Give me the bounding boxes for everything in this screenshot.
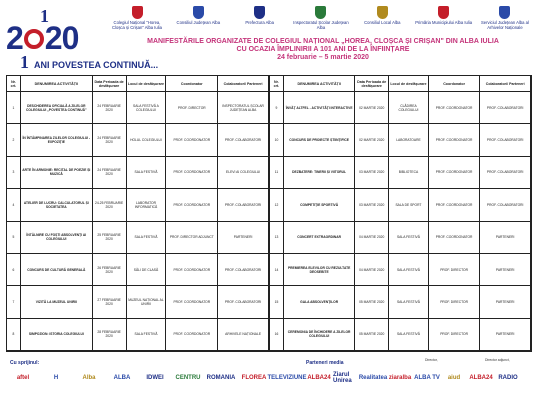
cell-partners: PROF. COLABORATORI — [218, 286, 269, 317]
cell-coordinator: PROF. COORDONATOR — [429, 124, 481, 155]
institution-name: Consiliul Local Alba — [364, 20, 401, 25]
cell-date: 24 FEBRUARIE 2020 — [93, 124, 127, 155]
cell-partners: PARTENERI — [480, 319, 531, 350]
events-table — [6, 75, 532, 352]
supporters-label: Cu sprijinul: — [10, 360, 40, 366]
cell-partners: ARHIVELE NAȚIONALE — [218, 319, 269, 350]
supporter-logo: Alba — [82, 375, 96, 381]
cell-date: 24-25 FEBRUARIE 2020 — [93, 189, 127, 220]
cell-nr: 14 — [270, 254, 284, 285]
cell-activity: SIMPOZION: ISTORIA COLEGIULUI — [21, 319, 93, 350]
cell-activity: CONCURS DE CULTURĂ GENERALĂ — [21, 254, 93, 285]
table-row — [7, 189, 269, 221]
table-body-left — [7, 92, 269, 351]
cell-place: MUZEUL NAȚIONAL AL UNIRII — [127, 286, 167, 317]
cell-nr: 10 — [270, 124, 284, 155]
institution-name: Colegiul Național "Horea, Cloșca și Crișan" Alba Iulia — [112, 20, 162, 30]
cell-partners: PROF. COLABORATORI — [218, 254, 269, 285]
cell-partners: PROF. COLABORATORI — [218, 124, 269, 155]
header-partners: Colaboratori/ Parteneri — [218, 76, 269, 91]
cell-activity: ÎNTÂLNIRE CU FOȘTI ABSOLVENȚI AI COLEGIULUI — [21, 222, 93, 253]
institution-4 — [353, 6, 411, 30]
cell-date: 04 MARTIE 2020 — [355, 222, 389, 253]
table-row — [7, 319, 269, 351]
cell-activity: PREMIEREA ELEVILOR CU REZULTATE DEOSEBITE — [284, 254, 355, 285]
cell-coordinator: PROF. DIRECTOR — [429, 254, 481, 285]
cell-date: 04 MARTIE 2020 — [355, 254, 389, 285]
cell-date: 02 MARTIE 2020 — [355, 124, 389, 155]
cell-date: 05 MARTIE 2020 — [355, 286, 389, 317]
cell-coordinator: PROF. COORDONATOR — [166, 157, 218, 188]
institution-name: Primăria Municipiului Alba Iulia — [415, 20, 473, 25]
table-row — [270, 222, 531, 254]
cell-activity: COMPETIȚIE SPORTIVĂ — [284, 189, 355, 220]
title-line-3: 24 februarie – 5 martie 2020 — [277, 54, 369, 61]
cell-partners: PROF. COLABORATORI — [480, 124, 531, 155]
supporter-logo: TELEVIZIUNE — [267, 375, 307, 381]
supporter-logo: FLOREA — [241, 375, 267, 381]
institution-0 — [108, 6, 166, 30]
cell-partners: PROF. COLABORATORI — [218, 189, 269, 220]
header-activity: DENUMIREA ACTIVITĂȚII — [284, 76, 355, 91]
cell-date: 24 FEBRUARIE 2020 — [93, 157, 127, 188]
cell-partners: INSPECTORATUL ȘCOLAR JUDEȚEAN ALBA — [218, 92, 269, 123]
crest-icon — [499, 6, 510, 19]
supporter-logo: ALBA — [113, 375, 131, 381]
cell-coordinator: PROF. COORDONATOR — [429, 189, 481, 220]
cell-activity: ATELIER DE LUCRU: CALCULATORUL ȘI SOCIETATEA — [21, 189, 93, 220]
cell-coordinator: PROF. DIRECTOR — [166, 92, 218, 123]
cell-coordinator: PROF. COORDONATOR — [429, 157, 481, 188]
crest-icon — [377, 6, 388, 19]
signature-right: Director adjunct, — [485, 358, 510, 362]
cell-place: LABORATOR INFORMATICĂ — [127, 189, 167, 220]
cell-date: 24 FEBRUARIE 2020 — [93, 92, 127, 123]
institution-name: Serviciul Județean Alba al Arhivelor Naționale — [480, 20, 529, 30]
signature-left: Director, — [425, 358, 438, 362]
table-row — [7, 157, 269, 189]
logo-tagline: ANI POVESTEA CONTINUĂ... — [34, 60, 159, 70]
cell-nr: 1 — [7, 92, 21, 123]
crest-icon — [193, 6, 204, 19]
cell-place: BIBLIOTECA — [389, 157, 429, 188]
cell-coordinator: PROF. COORDONATOR — [429, 92, 481, 123]
cell-nr: 11 — [270, 157, 284, 188]
cell-nr: 9 — [270, 92, 284, 123]
logo-ring — [24, 29, 44, 49]
header-place: Locul de desfășurare — [389, 76, 429, 91]
cell-coordinator: PROF. DIRECTOR — [429, 286, 481, 317]
table-right-half — [269, 76, 531, 351]
cell-nr: 7 — [7, 286, 21, 317]
media-partner-logo: aiud — [447, 375, 461, 381]
cell-coordinator: PROF. COORDONATOR — [166, 319, 218, 350]
supporter-logo: ROMANIA — [206, 375, 236, 381]
cell-nr: 12 — [270, 189, 284, 220]
header-date: Data Perioada de desfășurare — [93, 76, 127, 91]
cell-nr: 15 — [270, 286, 284, 317]
media-partner-logo: ALBA24 — [469, 375, 493, 381]
partners-label: Parteneri media — [306, 360, 344, 366]
cell-activity: VIZITĂ LA MUZEUL UNIRII — [21, 286, 93, 317]
header-nr: Nr. crt. — [270, 76, 284, 91]
cell-date: 27 FEBRUARIE 2020 — [93, 286, 127, 317]
cell-place: SALA FESTIVĂ — [389, 222, 429, 253]
cell-coordinator: PROF. DIRECTOR ADJUNCT — [166, 222, 218, 253]
institution-name: Inspectoratul Școlar Județean Alba — [293, 20, 349, 30]
cell-date: 28 FEBRUARIE 2020 — [93, 319, 127, 350]
header-coordinator: Coordonator — [166, 76, 218, 91]
institution-name: Consiliul Județean Alba — [176, 20, 221, 25]
sponsors-footer — [0, 356, 538, 400]
logo-year: 2 20 — [6, 20, 79, 56]
cell-nr: 2 — [7, 124, 21, 155]
cell-nr: 8 — [7, 319, 21, 350]
cell-place: SALA DE SPORT — [389, 189, 429, 220]
cell-place: LABORATOARE — [389, 124, 429, 155]
supporter-logo: CENTRU — [175, 375, 201, 381]
cell-coordinator: PROF. COORDONATOR — [166, 286, 218, 317]
table-row — [270, 189, 531, 221]
cell-date: 02 MARTIE 2020 — [355, 92, 389, 123]
cell-date: 05 MARTIE 2020 — [355, 319, 389, 350]
institution-5 — [415, 6, 473, 30]
cell-coordinator: PROF. COORDONATOR — [166, 124, 218, 155]
table-row — [7, 222, 269, 254]
cell-coordinator: PROF. DIRECTOR — [429, 319, 481, 350]
cell-partners: PROF. COLABORATORI — [480, 157, 531, 188]
media-partner-logo: RADIO — [498, 375, 518, 381]
cell-nr: 5 — [7, 222, 21, 253]
header-nr: Nr. crt. — [7, 76, 21, 91]
table-row — [7, 124, 269, 156]
cell-activity: ÎN ÎNTÂMPINAREA ZILELOR COLEGIULUI - EXPOZIȚIE — [21, 124, 93, 155]
cell-date: 25 FEBRUARIE 2020 — [93, 222, 127, 253]
cell-date: 03 MARTIE 2020 — [355, 189, 389, 220]
table-row — [270, 319, 531, 351]
crest-icon — [132, 6, 143, 19]
table-row — [270, 254, 531, 286]
cell-coordinator: PROF. COORDONATOR — [166, 254, 218, 285]
cell-place: CLĂDIREA COLEGIULUI — [389, 92, 429, 123]
table-row — [270, 92, 531, 124]
crest-icon — [438, 6, 449, 19]
cell-place: SALA FESTIVĂ — [127, 222, 167, 253]
institution-1 — [169, 6, 227, 30]
cell-partners: PARTENERI — [480, 222, 531, 253]
cell-nr: 4 — [7, 189, 21, 220]
cell-coordinator: PROF. COORDONATOR — [166, 189, 218, 220]
table-row — [7, 286, 269, 318]
cell-place: SALA FESTIVĂ — [389, 286, 429, 317]
cell-activity: DESCHIDEREA OFICIALĂ A ZILELOR COLEGIULUI „POVESTEA CONTINUĂ" — [21, 92, 93, 123]
table-body-right — [270, 92, 531, 351]
cell-place: SALA FESTIVĂ — [127, 157, 167, 188]
cell-coordinator: PROF. COORDONATOR — [429, 222, 481, 253]
media-partner-logo: Ziarul Unirea — [333, 372, 352, 384]
supporter-logo: H — [53, 375, 59, 381]
table-row — [7, 254, 269, 286]
logo-top-one: 1 — [40, 6, 49, 26]
cell-partners: PARTENERI — [218, 222, 269, 253]
cell-activity: CONCURS DE PROIECTE ȘTIINȚIFICE — [284, 124, 355, 155]
table-row — [270, 157, 531, 189]
table-left-half — [7, 76, 269, 351]
media-partner-logo: ALBA TV — [414, 375, 440, 381]
media-partner-logo: ALBA24 — [307, 375, 331, 381]
cell-place: SĂLI DE CLASĂ — [127, 254, 167, 285]
title-line-1: MANIFESTĂRILE ORGANIZATE DE COLEGIUL NAȚIONAL „HOREA, CLOȘCA ȘI CRIȘAN" DIN ALBA IULIA — [147, 38, 499, 45]
institution-name: Prefectura Alba — [245, 20, 274, 25]
logo-bottom-one: 1 — [20, 52, 29, 72]
table-row — [270, 124, 531, 156]
cell-partners: ELEVI AI COLEGIULUI — [218, 157, 269, 188]
institutions-row — [108, 6, 534, 30]
cell-activity: ÎNVĂȚ ALTFEL - ACTIVITĂȚI INTERACTIVE — [284, 92, 355, 123]
header-date: Data Perioada de desfășurare — [355, 76, 389, 91]
cell-activity: ARTE ÎN ARMONIE: RECITAL DE POEZIE ȘI MUZICĂ — [21, 157, 93, 188]
cell-nr: 16 — [270, 319, 284, 350]
media-partner-logo: ziaralba — [388, 375, 412, 381]
cell-place: SALA FESTIVĂ — [127, 319, 167, 350]
cell-place: SALA FESTIVĂ — [389, 254, 429, 285]
cell-partners: PROF. COLABORATORI — [480, 92, 531, 123]
cell-place: HOLUL COLEGIULUI — [127, 124, 167, 155]
cell-activity: CONCERT EXTRAORDINAR — [284, 222, 355, 253]
table-header — [7, 76, 269, 92]
header-place: Locul de desfășurare — [127, 76, 167, 91]
institution-3 — [292, 6, 350, 30]
cell-partners: PROF. COLABORATORI — [480, 189, 531, 220]
header-activity: DENUMIREA ACTIVITĂȚII — [21, 76, 93, 91]
cell-nr: 6 — [7, 254, 21, 285]
supporter-logo: aftel — [16, 375, 30, 381]
header-coordinator: Coordonator — [429, 76, 481, 91]
title-line-2: CU OCAZIA ÎMPLINIRII A 101 ANI DE LA ÎNFIINȚARE — [236, 46, 410, 53]
institution-6 — [476, 6, 534, 30]
crest-icon — [315, 6, 326, 19]
cell-place: SALA FESTIVĂ A COLEGIULUI — [127, 92, 167, 123]
cell-activity: GALA ABSOLVENȚILOR — [284, 286, 355, 317]
cell-partners: PARTENERI — [480, 254, 531, 285]
page-title — [108, 38, 538, 62]
cell-date: 26 FEBRUARIE 2020 — [93, 254, 127, 285]
media-partner-logo: Realitatea — [358, 375, 388, 381]
cell-activity: DEZBATERE: TINERII ȘI VIITORUL — [284, 157, 355, 188]
cell-activity: CEREMONIA DE ÎNCHIDERE A ZILELOR COLEGIULUI — [284, 319, 355, 350]
cell-nr: 13 — [270, 222, 284, 253]
header-partners: Colaboratori/ Parteneri — [480, 76, 531, 91]
cell-date: 03 MARTIE 2020 — [355, 157, 389, 188]
crest-icon — [254, 6, 265, 19]
table-row — [7, 92, 269, 124]
cell-partners: PARTENERI — [480, 286, 531, 317]
institution-2 — [231, 6, 289, 30]
table-row — [270, 286, 531, 318]
table-header-right — [270, 76, 531, 92]
cell-nr: 3 — [7, 157, 21, 188]
cell-place: SALA FESTIVĂ — [389, 319, 429, 350]
supporter-logo: IDWEI — [146, 375, 164, 381]
